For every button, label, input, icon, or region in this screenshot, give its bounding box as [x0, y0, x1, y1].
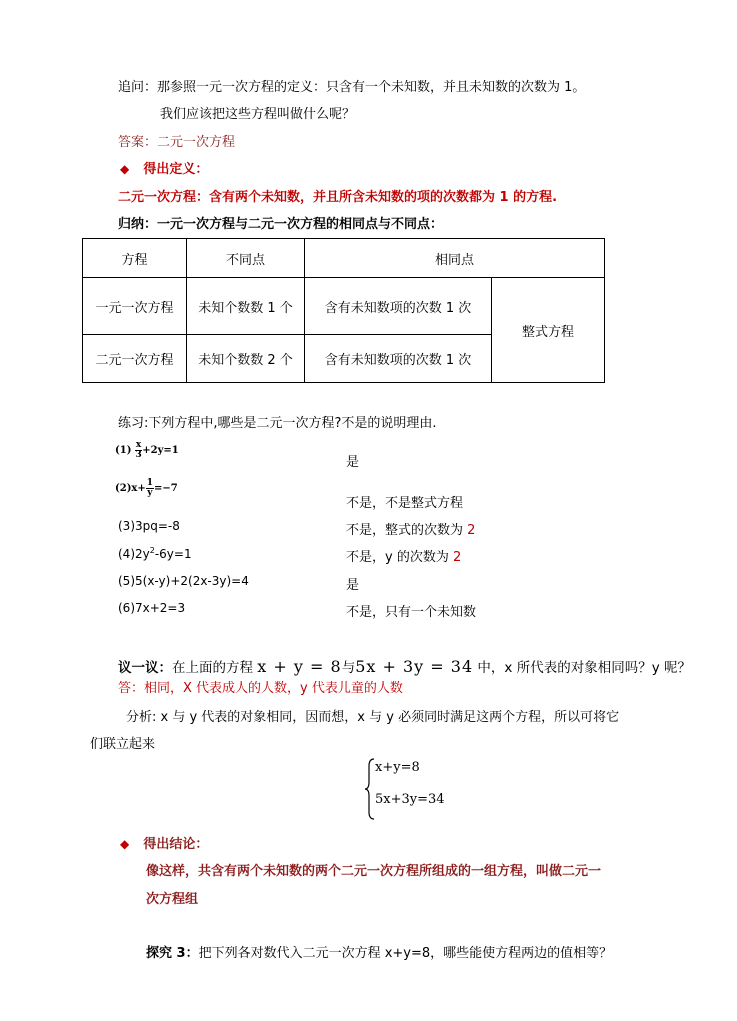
fraction: $\frac{1}{y}$: [146, 478, 154, 498]
summary-title: 归纳：一元一次方程与二元一次方程的相同点与不同点：: [118, 217, 444, 232]
followup-line-1: 追问：那参照一元一次方程的定义：只含有一个未知数，并且未知数的次数为 1。: [118, 80, 586, 95]
definition-heading: 得出定义：: [143, 162, 209, 177]
practice-equation-4: $(4)2y^2-6y=1$: [118, 546, 192, 561]
practice-title: 练习:下列方程中,哪些是二元一次方程?不是的说明理由.: [118, 416, 437, 431]
followup-line-2: 我们应该把这些方程叫做什么呢？: [160, 107, 356, 122]
discussion-question: 议一议：在上面的方程 x + y = 8与5x + 3y = 34 中，x 所代表的对象相同吗？y 呢？: [118, 657, 691, 676]
diamond-bullet-icon: ◆: [120, 837, 130, 851]
practice-equation-3: (3)3pq=-8: [118, 519, 180, 533]
practice-answer-2: 不是，不是整式方程: [346, 496, 464, 511]
header-difference: 不同点: [187, 239, 305, 278]
practice-answer-6: 不是，只有一个未知数: [346, 605, 477, 620]
practice-answer-4: 不是，y 的次数为 2: [346, 550, 462, 565]
comparison-table: [82, 238, 605, 383]
table-header-row: [83, 239, 605, 278]
header-similarity: 相同点: [305, 239, 605, 278]
practice-answer-1: 是: [346, 455, 360, 470]
definition-heading-row: [120, 158, 208, 177]
practice-equation-5: (5)5(x-y)+2(2x-3y)=4: [118, 574, 249, 588]
conclusion-line-2: 次方程组: [146, 892, 199, 907]
row-name: 一元一次方程: [83, 278, 187, 335]
explore-question: 探究 3：把下列各对数代入二元一次方程 x+y=8，哪些能使方程两边的值相等？: [146, 946, 613, 961]
practice-equation-1: (1) $\frac{x}{3}$ +2y=1: [115, 440, 179, 460]
discussion-answer: 答：相同，X 代表成人的人数，y 代表儿童的人数: [118, 681, 403, 696]
practice-equation-6: (6)7x+2=3: [118, 601, 186, 615]
header-equation: 方程: [83, 239, 187, 278]
row-difference: 未知个数数 1 个: [187, 278, 305, 335]
practice-answer-3: 不是，整式的次数为 2: [346, 523, 476, 538]
fraction: $\frac{x}{3}$: [135, 440, 142, 460]
conclusion-heading-row: [120, 833, 208, 852]
practice-answer-5: 是: [346, 578, 360, 593]
system-equation-2: 5x+3y=34: [375, 792, 445, 807]
row-name: 二元一次方程: [83, 335, 187, 383]
diamond-bullet-icon: ◆: [120, 162, 130, 176]
practice-equation-2: (2)x+ $\frac{1}{y}$ =−7: [115, 478, 178, 498]
row-similarity: 含有未知数项的次数 1 次: [305, 335, 492, 383]
row-difference: 未知个数数 2 个: [187, 335, 305, 383]
row-similarity: 含有未知数项的次数 1 次: [305, 278, 492, 335]
analysis-line-2: 们联立起来: [90, 737, 156, 752]
system-equation-1: x+y=8: [375, 760, 420, 775]
shared-similarity: 整式方程: [492, 278, 605, 383]
definition-text: 二元一次方程：含有两个未知数，并且所含未知数的项的次数都为 1 的方程.: [118, 190, 558, 205]
analysis-line-1: 分析: x 与 y 代表的对象相同，因而想，x 与 y 必须同时满足这两个方程，所以可将它: [126, 710, 620, 725]
conclusion-line-1: 像这样，共含有两个未知数的两个二元一次方程所组成的一组方程，叫做二元一: [146, 864, 602, 879]
followup-answer: 答案：二元一次方程: [118, 135, 236, 150]
table-row: [83, 278, 605, 335]
conclusion-heading: 得出结论：: [143, 837, 209, 852]
